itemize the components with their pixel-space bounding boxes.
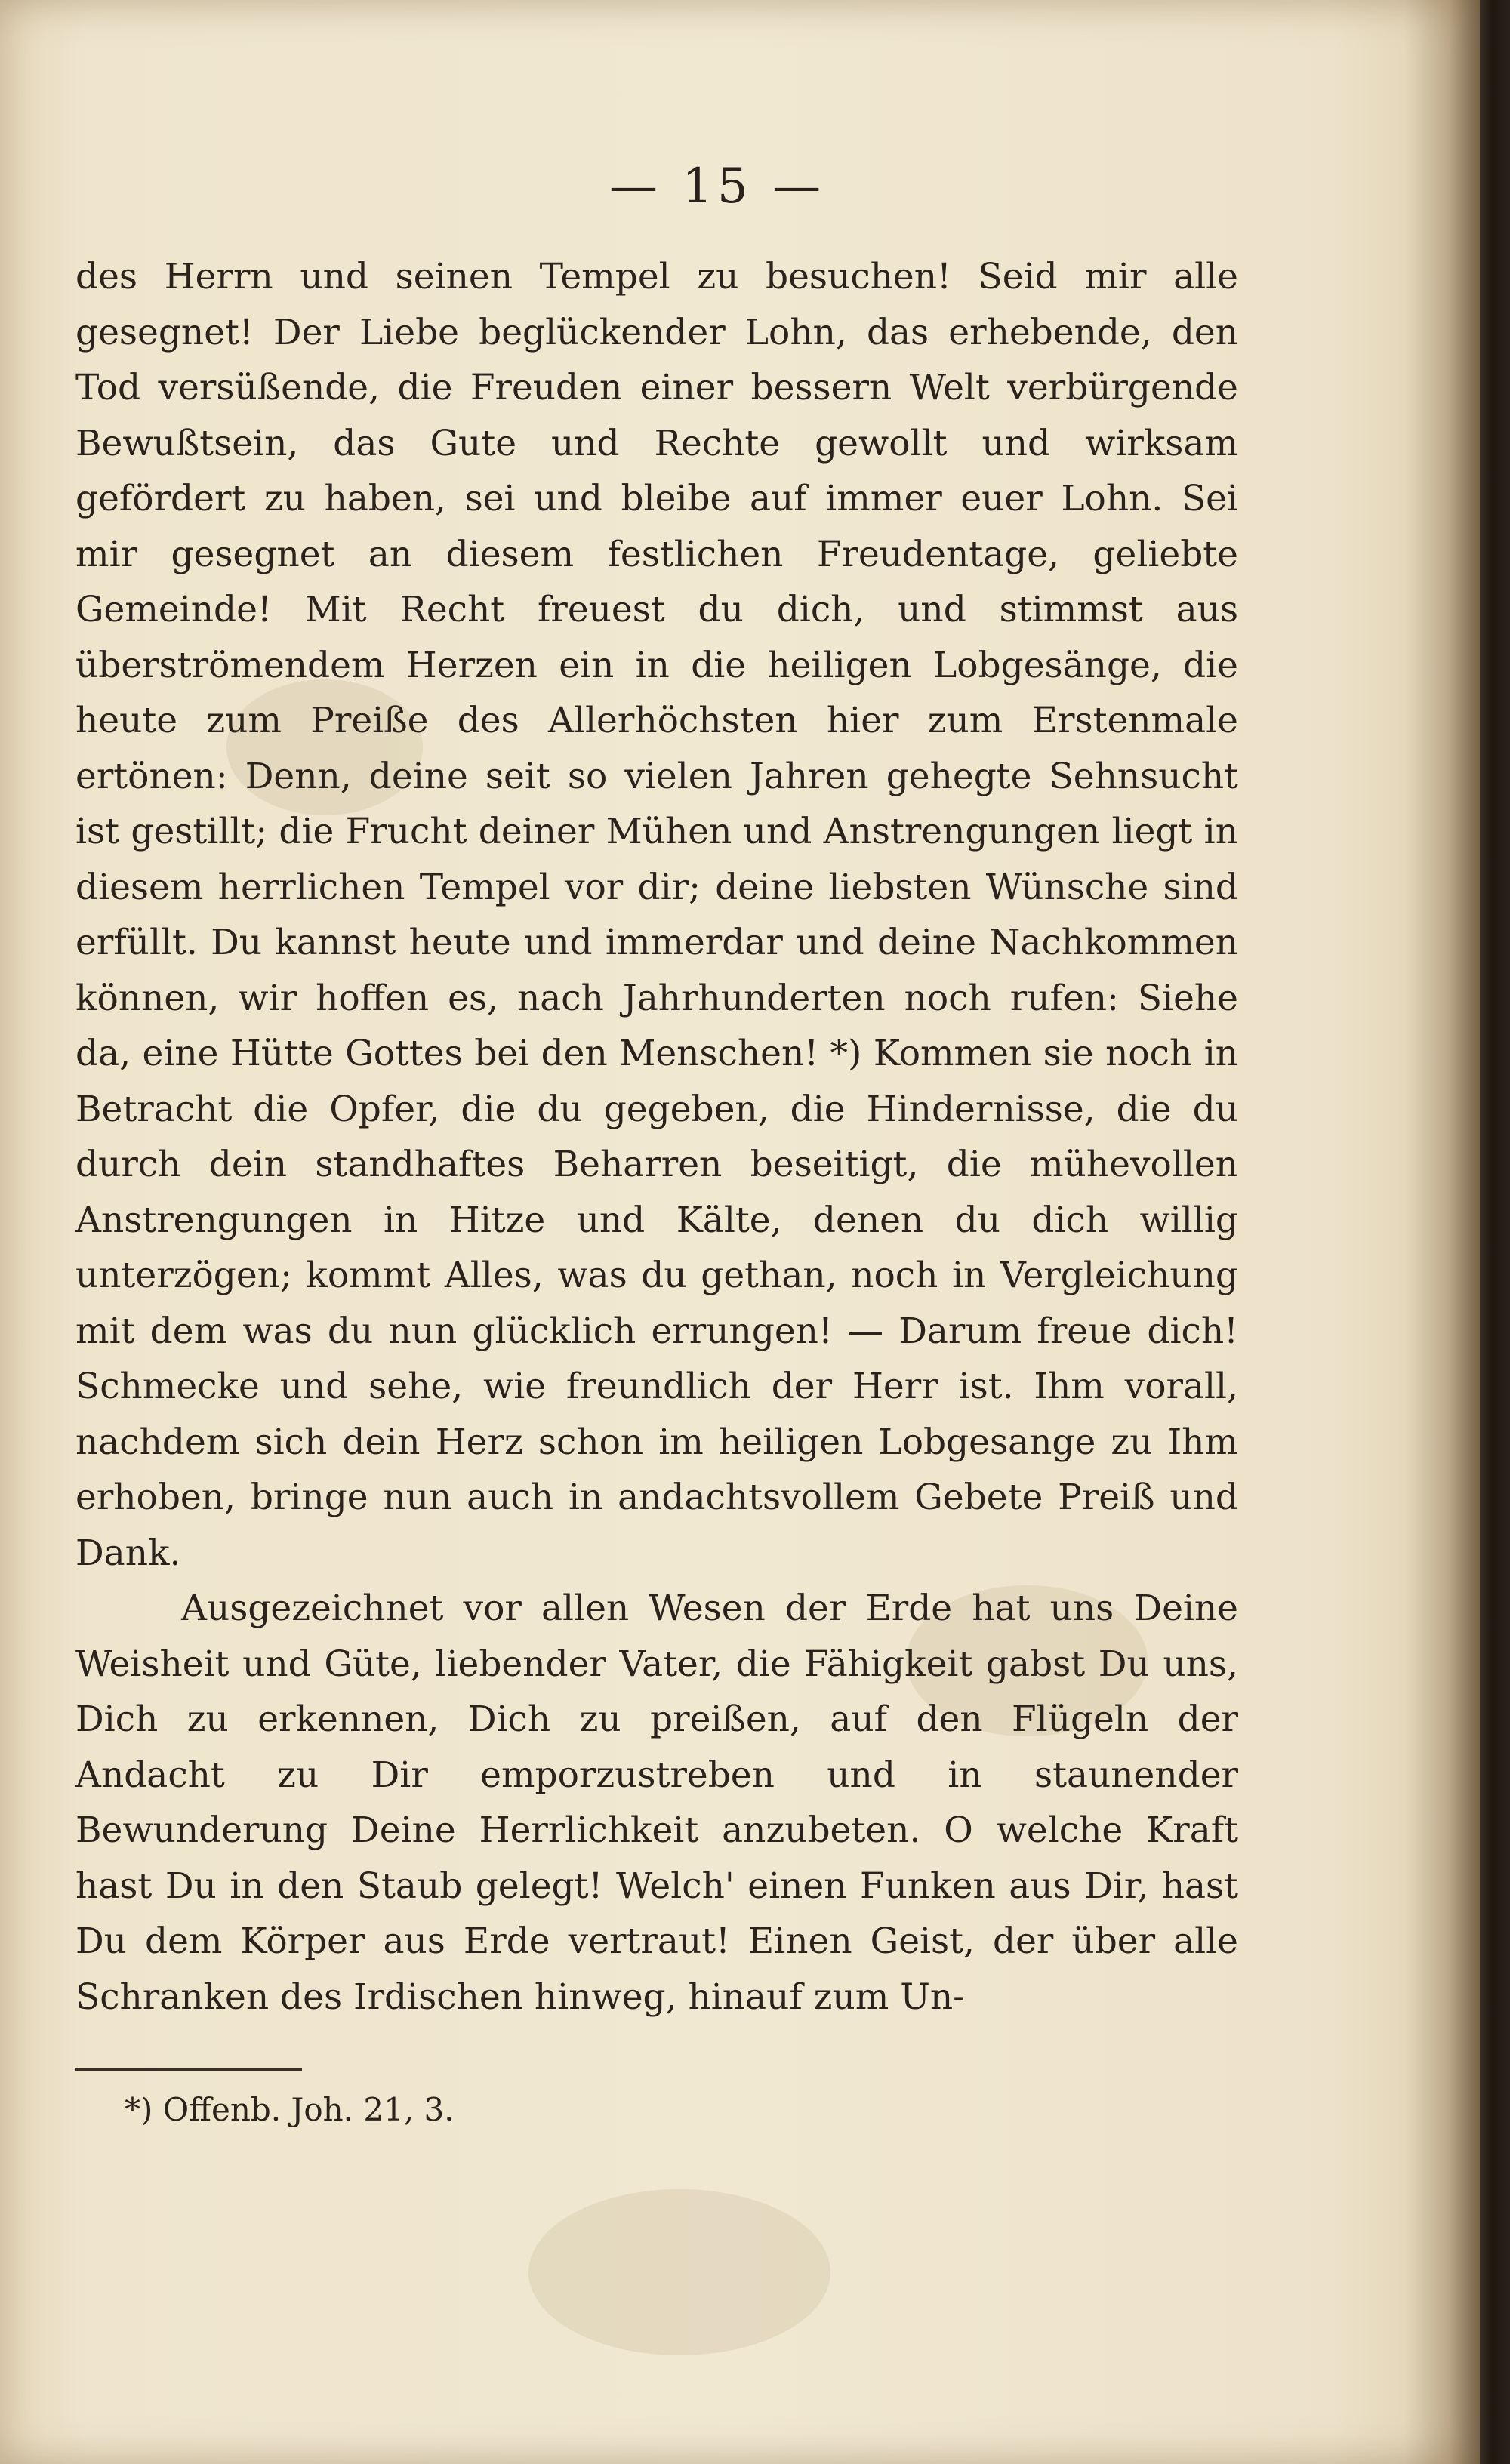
paragraph-1: des Herrn und seinen Tempel zu besuchen! Seid mir alle gesegnet! Der Liebe beglückender Lohn, das erhebende, den Tod versüßende, die Freuden einer bessern Welt verbürgende Bewußtsein, das Gute und Rechte gewollt und wirksam gefördert zu haben, sei und bleibe auf immer euer Lohn. Sei mir gesegnet an diesem festlichen Freudentage, geliebte Gemeinde! Mit Recht freuest du dich, und stimmst aus überströmendem Herzen ein in die heiligen Lobgesänge, die heute zum Preiße des Allerhöchsten hier zum Erstenmale ertönen: Denn, deine seit so vielen Jahren gehegte Sehnsucht ist gestillt; die Frucht deiner Mühen und Anstrengungen liegt in diesem herrlichen Tempel vor dir; deine liebsten Wünsche sind erfüllt. Du kannst heute und immerdar und deine Nachkommen können, wir hoffen es, nach Jahrhunderten noch rufen: Siehe da, eine Hütte Gottes bei den Menschen! *) Kommen sie noch in Betracht die Opfer, die du gegeben, die Hindernisse, die du durch dein standhaftes Beharren beseitigt, die mühevollen Anstrengungen in Hitze und Kälte, denen du dich willig unterzögen; kommt Alles, was du gethan, noch in Vergleichung mit dem was du nun glücklich errungen! — Darum freue dich! Schmecke und sehe, wie freundlich der Herr ist. Ihm vorall, nachdem sich dein Herz schon im heiligen Lobgesange zu Ihm erhoben, bringe nun auch in andachtsvollem Gebete Preiß und Dank. [76, 256, 1238, 1574]
page-gutter-shadow [1404, 0, 1480, 2464]
footnote-divider [76, 2068, 302, 2071]
page-number: — 15 — [609, 159, 826, 214]
footnote: *) Offenb. Joh. 21, 3. [125, 2091, 455, 2128]
paper-stain [528, 2189, 830, 2355]
paragraph-2: Ausgezeichnet vor allen Wesen der Erde hat uns Deine Weisheit und Güte, liebender Vater, die Fähigkeit gabst Du uns, Dich zu erkennen, Dich zu preißen, auf den Flügeln der Andacht zu Dir emporzustreben und in staunender Bewunderung Deine Herrlichkeit anzubeten. O welche Kraft hast Du in den Staub gelegt! Welch' einen Funken aus Dir, hast Du dem Körper aus Erde vertraut! Einen Geist, der über alle Schranken des Irdischen hinweg, hinauf zum Un- [76, 1588, 1238, 2018]
main-text [76, 249, 1238, 2025]
book-edge [1480, 0, 1510, 2464]
